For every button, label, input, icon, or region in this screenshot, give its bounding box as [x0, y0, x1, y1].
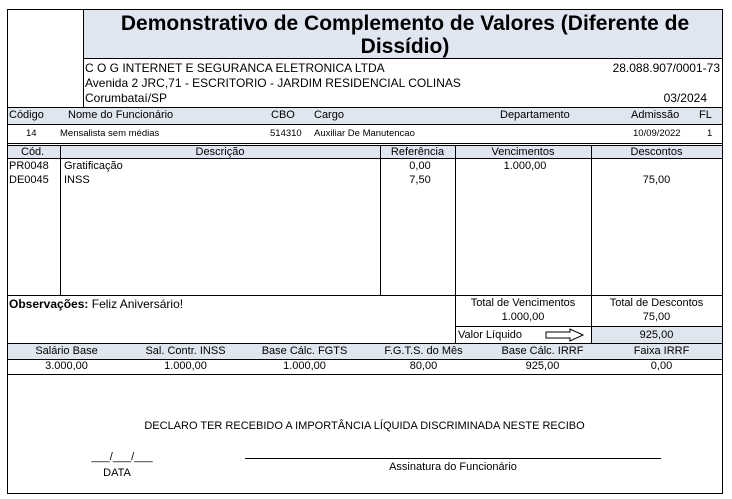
- items-col-cod: [60, 145, 61, 295]
- receipt-declaration: DECLARO TER RECEBIDO A IMPORTÂNCIA LÍQUIDA DISCRIMINADA NESTE RECIBO: [144, 420, 585, 432]
- total-deductions-value: 75,00: [642, 311, 671, 323]
- observations-label: Observações:: [9, 297, 89, 311]
- base-value: 0,00: [650, 360, 673, 372]
- employee-sheet: 1: [707, 128, 713, 139]
- divider-totals-mid: [455, 326, 722, 327]
- date-label: DATA: [103, 467, 131, 479]
- cbo-header: CBO: [271, 109, 295, 121]
- item-description: INSS: [64, 174, 90, 186]
- base-label: F.G.T.S. do Mês: [384, 345, 463, 357]
- net-value: 925,00: [639, 329, 674, 341]
- item-earnings: 1.000,00: [503, 160, 547, 172]
- total-earnings-label: Total de Vencimentos: [470, 297, 576, 309]
- base-label: Base Cálc. FGTS: [261, 345, 348, 357]
- base-value: 925,00: [525, 360, 560, 372]
- net-value-label: Valor Líquido: [458, 329, 523, 341]
- items-description-header: Descrição: [195, 146, 245, 158]
- employee-cbo: 514310: [270, 128, 302, 139]
- base-value: 1.000,00: [283, 360, 326, 372]
- date-field: ___/___/___: [91, 451, 153, 463]
- items-code-header: Cód.: [21, 146, 45, 158]
- item-code: PR0048: [9, 160, 49, 172]
- company-city: Corumbataí/SP: [85, 91, 168, 105]
- base-label: Salário Base: [35, 345, 98, 357]
- company-address: Avenida 2 JRC,71 - ESCRITORIO - JARDIM RESIDENCIAL COLINAS: [85, 76, 461, 90]
- sheet-header: FL: [699, 109, 712, 121]
- item-reference: 7,50: [409, 174, 431, 186]
- item-description: Gratificação: [64, 160, 123, 172]
- admission-header: Admissão: [631, 109, 680, 121]
- divider-company: [7, 107, 722, 108]
- employee-name-header: Nome do Funcionário: [68, 109, 174, 121]
- divider-items-bottom: [7, 295, 722, 296]
- employee-name: Mensalista sem médias: [60, 128, 160, 139]
- divider-employee: [7, 143, 722, 144]
- signature-line: [245, 458, 661, 459]
- base-value: 80,00: [409, 360, 438, 372]
- title-left-border: [83, 9, 84, 107]
- divider-title: [83, 58, 722, 59]
- items-deductions-header: Descontos: [630, 146, 683, 158]
- arrow-right-icon: [545, 328, 585, 342]
- item-reference: 0,00: [409, 160, 431, 172]
- employee-code-header: Código: [9, 109, 44, 121]
- total-deductions-label: Total de Descontos: [609, 297, 704, 309]
- divider-items-top: [7, 145, 722, 146]
- total-earnings-value: 1.000,00: [501, 311, 545, 323]
- divider-observations: [7, 343, 722, 344]
- employee-code: 14: [26, 128, 37, 139]
- observations: [9, 298, 183, 310]
- base-label: Sal. Contr. INSS: [145, 345, 226, 357]
- divider-employee-header: [7, 124, 722, 125]
- department-header: Departamento: [500, 109, 570, 121]
- base-value: 1.000,00: [164, 360, 207, 372]
- item-code: DE0045: [9, 174, 49, 186]
- items-reference-header: Referência: [390, 146, 445, 158]
- observations-text: Feliz Aniversário!: [91, 297, 184, 311]
- reference-period: 03/2024: [663, 91, 707, 105]
- base-value: 3.000,00: [45, 360, 88, 372]
- employee-admission: 10/09/2022: [633, 128, 681, 139]
- divider-bases-bottom: [7, 374, 722, 375]
- document-title: Demonstrativo de Complemento de Valores (Diferente de Dissídio): [120, 12, 690, 58]
- employee-role: Auxiliar De Manutencao: [314, 128, 415, 139]
- company-name: C O G INTERNET E SEGURANCA ELETRONICA LTDA: [85, 61, 385, 75]
- base-label: Base Cálc. IRRF: [501, 345, 584, 357]
- base-label: Faixa IRRF: [633, 345, 690, 357]
- company-cnpj: 28.088.907/0001-73: [612, 61, 720, 75]
- signature-label: Assinatura do Funcionário: [389, 461, 517, 473]
- role-header: Cargo: [314, 109, 344, 121]
- item-deductions: 75,00: [642, 174, 671, 186]
- items-earnings-header: Vencimentos: [491, 146, 555, 158]
- divider-bases-values: [7, 359, 722, 360]
- divider-items-header: [7, 158, 722, 159]
